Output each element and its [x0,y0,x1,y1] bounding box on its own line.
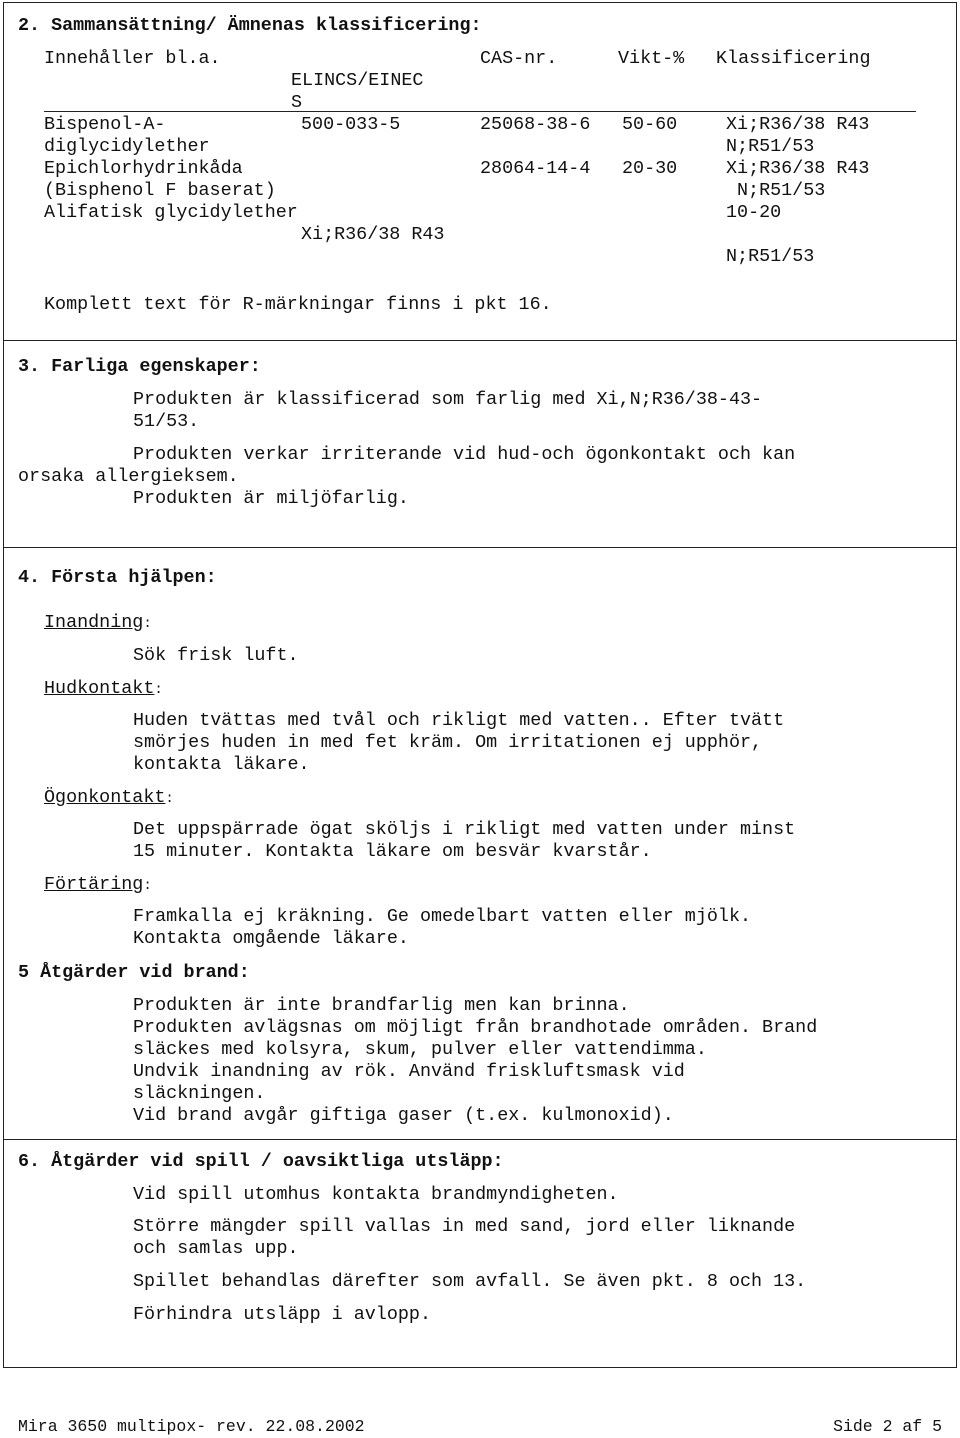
inhalation-colon: : [143,616,152,632]
row1-name-line1: Bispenol-A- [44,114,166,135]
section2-title: 2. Sammansättning/ Ämnenas klassificering: [18,15,482,36]
ingestion-heading [44,874,152,897]
skin-colon: : [154,682,163,698]
row2-weight: 20-30 [622,158,678,179]
header-elincs-line1: ELINCS/EINEC [291,70,424,91]
eye-colon: : [165,791,174,807]
eye-label: Ögonkontakt [44,787,166,808]
row2-name-line2: (Bisphenol F baserat) [44,180,276,201]
row1-weight: 50-60 [622,114,678,135]
eye-heading [44,787,174,810]
skin-text-line3: kontakta läkare. [133,754,310,775]
skin-heading [44,678,163,701]
section3-line2b: orsaka allergieksem. [18,466,239,487]
r-phrases-note: Komplett text för R-märkningar finns i pkt 16. [44,294,552,315]
ingestion-label: Förtäring [44,874,144,895]
row3-name: Alifatisk glycidylether [44,202,298,223]
section5-line1: Produkten är inte brandfarlig men kan brinna. [133,995,630,1016]
row1-class-line1: Xi;R36/38 R43 [726,114,870,135]
section3-line1a: Produkten är klassificerad som farlig med Xi,N;R36/38-43- [133,389,763,410]
section6-line3: och samlas upp. [133,1238,299,1259]
section3-line3: Produkten är miljöfarlig. [133,488,409,509]
row3-weight: 10-20 [726,202,782,223]
row2-cas: 28064-14-4 [480,158,591,179]
section3-divider [3,547,957,548]
header-elincs-line2: S [291,92,303,113]
skin-label: Hudkontakt [44,678,155,699]
eye-text-line1: Det uppspärrade ögat sköljs i rikligt med vatten under minst [133,819,796,840]
skin-text-line1: Huden tvättas med tvål och rikligt med vatten.. Efter tvätt [133,710,785,731]
header-cas: CAS-nr. [480,48,558,69]
header-contains: Innehåller bl.a. [44,48,221,69]
section5-title: 5 Åtgärder vid brand: [18,962,250,983]
row2-name-line1: Epichlorhydrinkåda [44,158,243,179]
inhalation-heading [44,612,152,635]
section6-line5: Förhindra utsläpp i avlopp. [133,1304,431,1325]
row2-class-line1: Xi;R36/38 R43 [726,158,870,179]
row1-class-line2: N;R51/53 [726,136,815,157]
eye-text-line2: 15 minuter. Kontakta läkare om besvär kvarstår. [133,841,652,862]
row3-class-line1: Xi;R36/38 R43 [301,224,445,245]
section3-line1b: 51/53. [133,411,200,432]
footer-page-number: Side 2 af 5 [833,1417,942,1436]
section5-line4: Undvik inandning av rök. Använd friskluftsmask vid [133,1061,685,1082]
header-classification: Klassificering [716,48,871,69]
skin-text-line2: smörjes huden in med fet kräm. Om irritationen ej upphör, [133,732,763,753]
row1-name-line2: diglycidylether [44,136,210,157]
ingestion-colon: : [143,878,152,894]
row1-cas: 25068-38-6 [480,114,591,135]
row3-class-line2: N;R51/53 [726,246,815,267]
section4-title: 4. Första hjälpen: [18,567,217,588]
header-weight: Vikt-% [618,48,685,69]
row1-elincs: 500-033-5 [301,114,401,135]
section6-line2: Större mängder spill vallas in med sand, jord eller liknande [133,1216,796,1237]
inhalation-text: Sök frisk luft. [133,645,299,666]
ingestion-text-line2: Kontakta omgående läkare. [133,928,409,949]
row2-class-line2: N;R51/53 [737,180,826,201]
ingestion-text-line1: Framkalla ej kräkning. Ge omedelbart vatten eller mjölk. [133,906,752,927]
section3-line2a: Produkten verkar irriterande vid hud-och ögonkontakt och kan [133,444,796,465]
footer-document-info: Mira 3650 multipox- rev. 22.08.2002 [18,1417,365,1436]
section5-line3: släckes med kolsyra, skum, pulver eller vattendimma. [133,1039,707,1060]
section5-line2: Produkten avlägsnas om möjligt från brandhotade områden. Brand [133,1017,818,1038]
table-header-rule [44,111,916,112]
section5-line5: släckningen. [133,1083,266,1104]
section6-title: 6. Åtgärder vid spill / oavsiktliga utsläpp: [18,1151,504,1172]
section6-line4: Spillet behandlas därefter som avfall. Se även pkt. 8 och 13. [133,1271,807,1292]
section6-line1: Vid spill utomhus kontakta brandmyndigheten. [133,1184,619,1205]
inhalation-label: Inandning [44,612,144,633]
section5-line6: Vid brand avgår giftiga gaser (t.ex. kulmonoxid). [133,1105,674,1126]
section3-title: 3. Farliga egenskaper: [18,356,261,377]
